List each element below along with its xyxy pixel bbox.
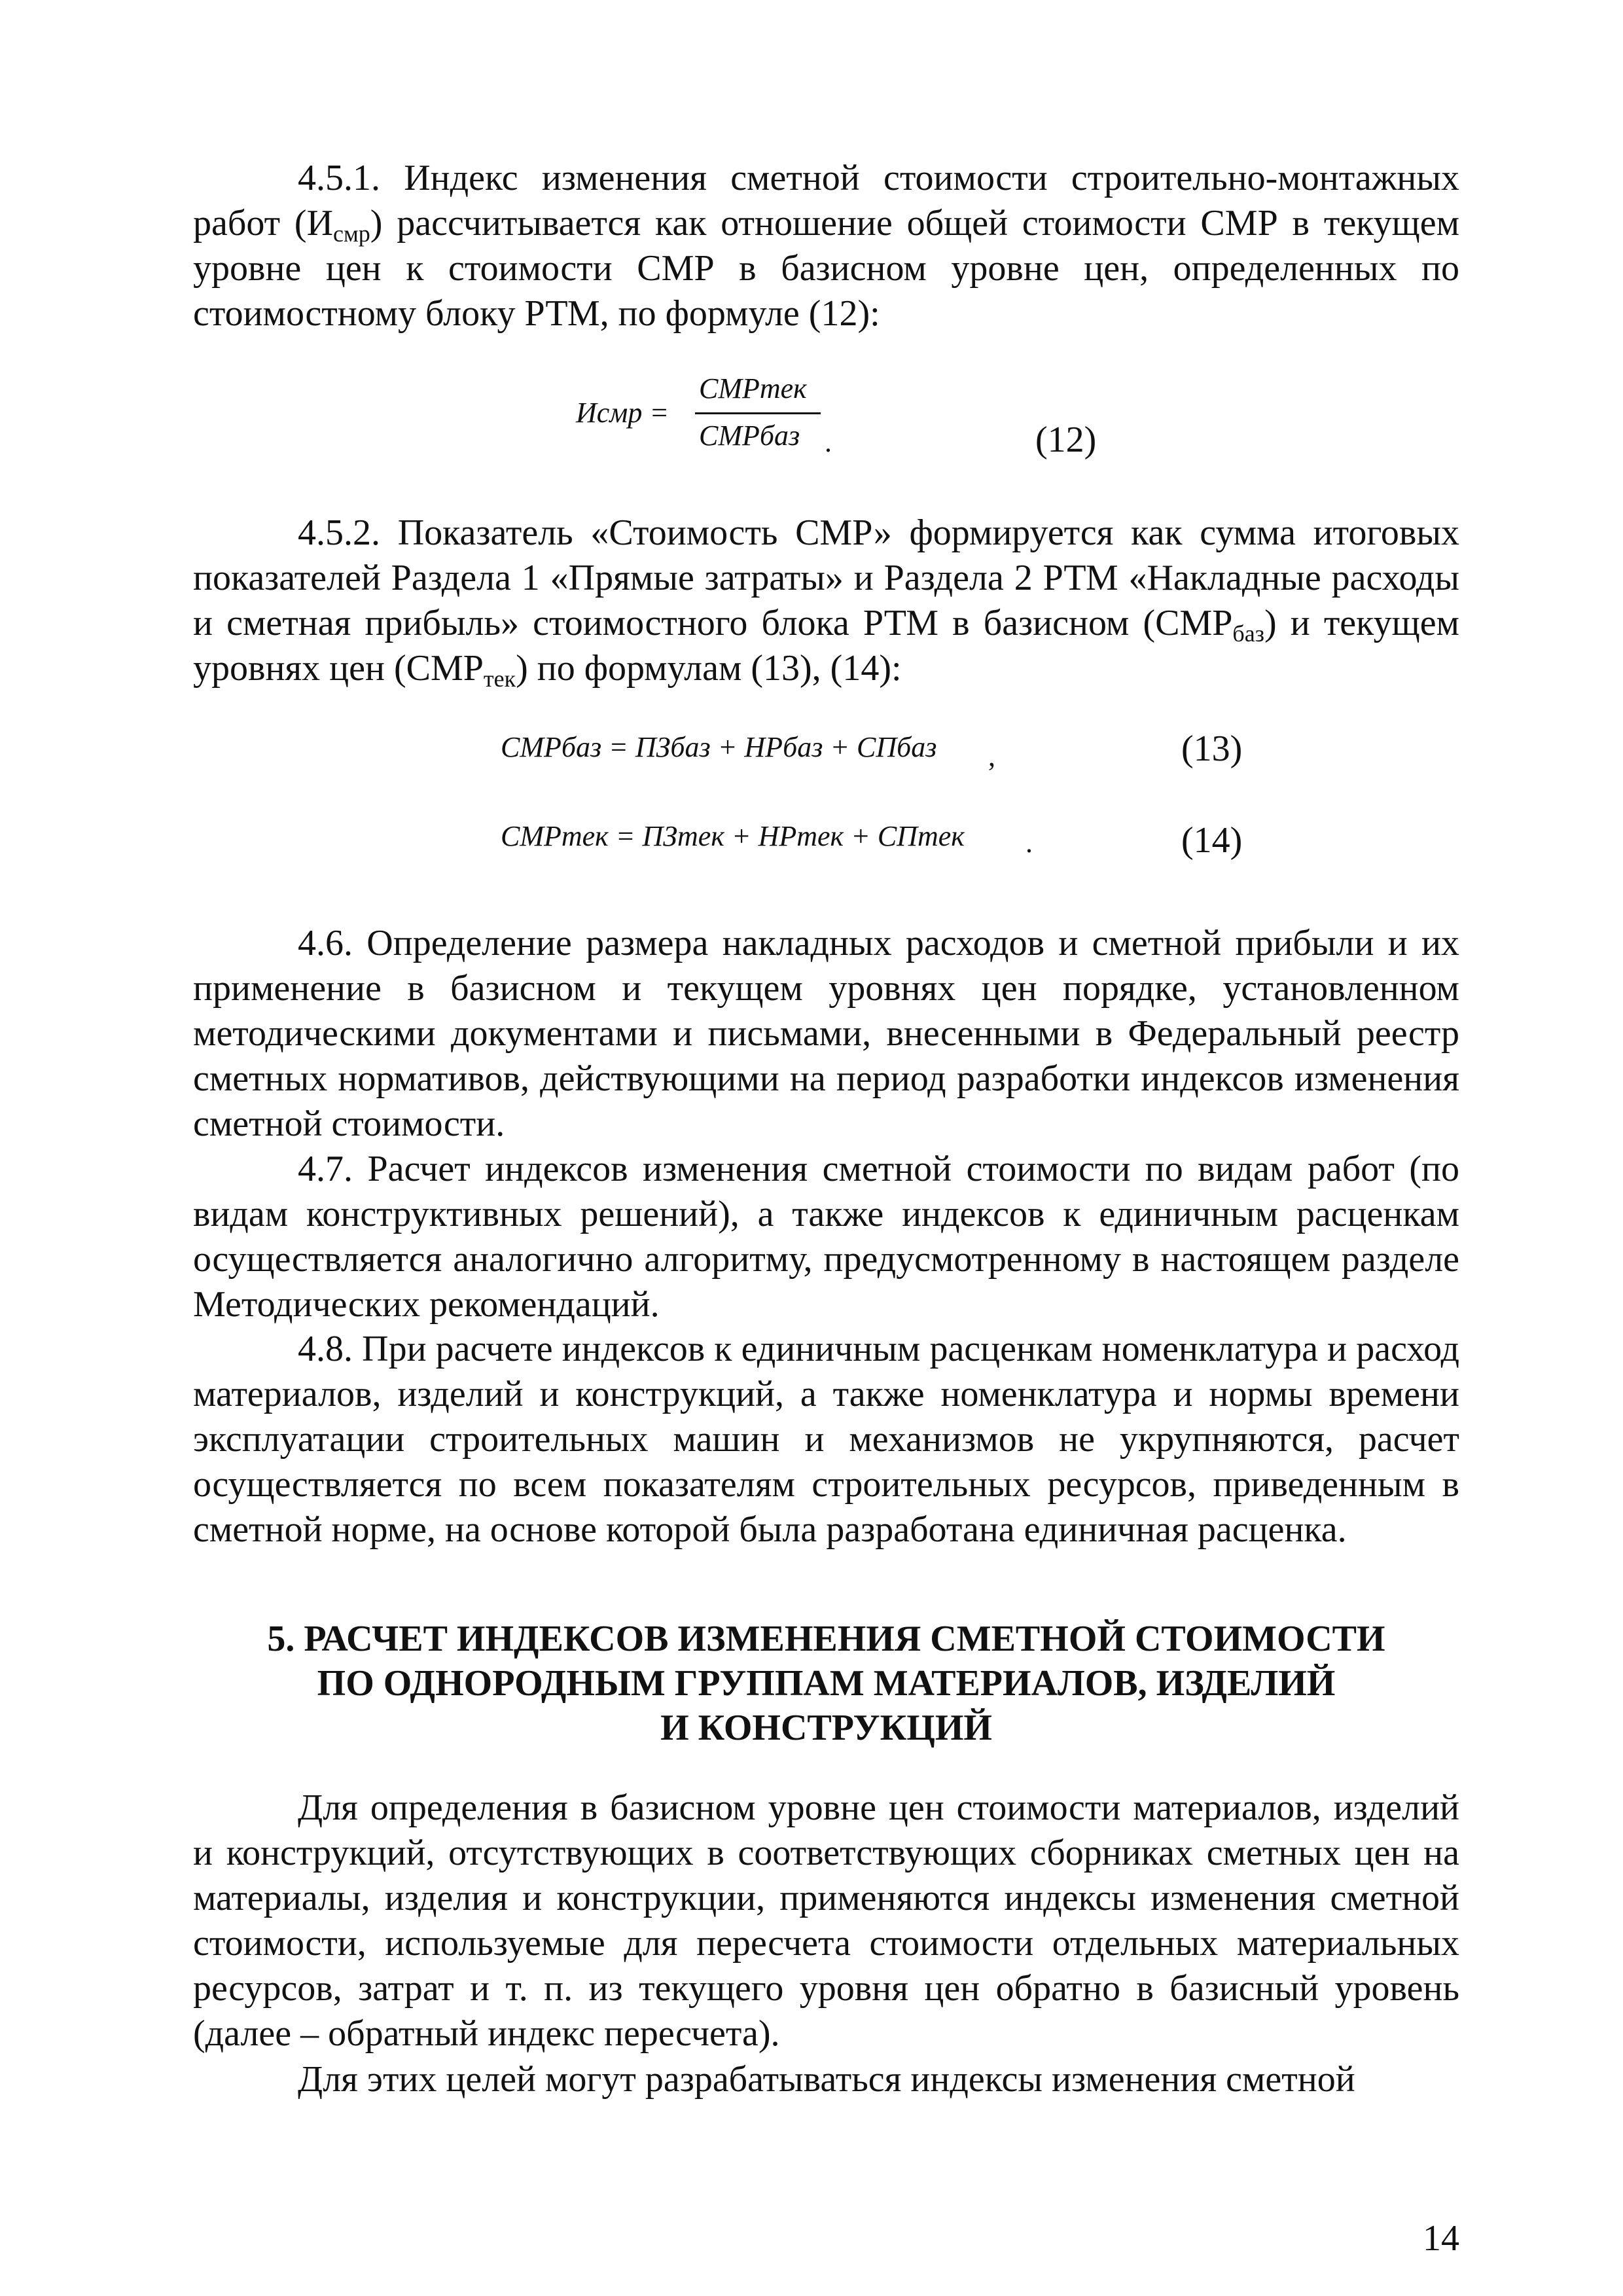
section-heading [193, 1617, 1459, 1750]
equation-number: (12) [1035, 420, 1097, 460]
paragraph-4-8: 4.8. При расчете индексов к единичным расценкам номенклатура и расход материалов, изделий и конструкций, а также номенклатура и нормы времени эксплуатации строительных машин и механизмов не укрупняются, расчет осуществляется по всем показателям строительных ресурсов, приведенным в сметной норме, на основе которой была разработана единичная расценка. [193, 1329, 1459, 1550]
formula-trail: , [988, 740, 995, 772]
fraction-bar [695, 412, 821, 414]
heading-line: ПО ОДНОРОДНЫМ ГРУППАМ МАТЕРИАЛОВ, ИЗДЕЛИЙ [317, 1663, 1336, 1704]
formula-numerator: СМРтек [699, 372, 807, 404]
paragraph-4-5-2 [193, 511, 1459, 691]
section5-paragraph-1: Для определения в базисном уровне цен стоимости материалов, изделий и конструкций, отсутствующих в соответствующих сборниках сметных цен на материалы, изделия и конструкции, применяются индексы изменения сметной стоимости, используемые для пересчета стоимости отдельных материальных ресурсов, затрат и т. п. из текущего уровня цен обратно в базисный уровень (далее – обратный индекс пересчета). [193, 1787, 1459, 2054]
paragraph-text: ) по формулам (13), (14): [516, 648, 902, 689]
formula-denominator: СМРбаз [699, 420, 800, 452]
paragraph-4-6: 4.6. Определение размера накладных расходов и сметной прибыли и их применение в базисном и текущем уровнях цен порядке, установленном методическими документами и письмами, внесенными в Федеральный реестр сметных нормативов, действующими на период разработки индексов изменения сметной стоимости. [193, 923, 1459, 1144]
equation-number: (14) [1181, 820, 1243, 861]
paragraph-4-7: 4.7. Расчет индексов изменения сметной стоимости по видам работ (по видам конструктивных решений), а также индексов к единичным расценкам осуществляется аналогично алгоритму, предусмотренному в настоящем разделе Методических рекомендаций. [193, 1149, 1459, 1325]
section5-paragraph-2: Для этих целей могут разрабатываться индексы изменения сметной [298, 2059, 1355, 2100]
formula-expression: СМРтек = ПЗтек + НРтек + СПтек [501, 820, 965, 852]
paragraph-text: 4.5.2. Показатель «Стоимость СМР» формируется как сумма итоговых показателей Раздела 1 «Прямые затраты» и Раздела 2 РТМ «Накладные расходы и сметная прибыль» стоимостного блока РТМ в базисном (СМР [193, 512, 1459, 643]
paragraph-4-5-1 [193, 156, 1459, 336]
heading-line: И КОНСТРУКЦИЙ [660, 1708, 992, 1748]
paragraph-text: ) рассчитывается как отношение общей стоимости СМР в текущем уровне цен к стоимости СМР в базисном уровне цен, определенных по стоимостному блоку РТМ, по формуле (12): [193, 203, 1460, 334]
subscript: баз [1232, 620, 1264, 647]
heading-line: 5. РАСЧЕТ ИНДЕКСОВ ИЗМЕНЕНИЯ СМЕТНОЙ СТОИМОСТИ [267, 1619, 1385, 1659]
paragraph-text: ) и текущем уровнях цен (СМР [193, 603, 1459, 689]
formula-expression: СМРбаз = ПЗбаз + НРбаз + СПбаз [501, 731, 937, 763]
equation-number: (13) [1181, 728, 1243, 769]
formula-trail: . [825, 426, 832, 458]
formula-lhs: Исмр = [576, 397, 669, 429]
formula-trail: . [1026, 827, 1033, 859]
subscript: тек [483, 666, 516, 692]
subscript: смр [333, 221, 370, 247]
page-number: 14 [1423, 2218, 1459, 2259]
paragraph-text: 4.5.1. Индекс изменения сметной стоимости строительно-монтажных работ (И [193, 158, 1459, 243]
